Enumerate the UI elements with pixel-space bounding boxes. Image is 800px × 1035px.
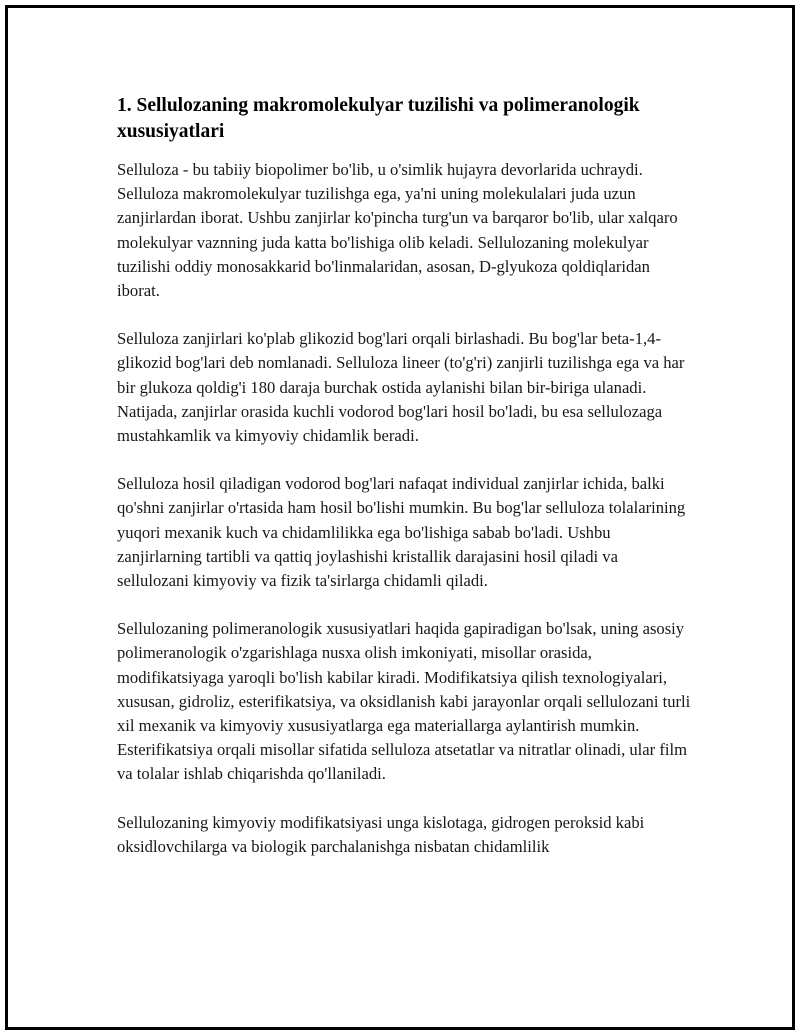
paragraph: Selluloza hosil qiladigan vodorod bog'lari nafaqat individual zanjirlar ichida, balki qo'shni zanjirlar o'rtasida ham hosil bo'lishi mumkin. Bu bog'lar selluloza tolalarining yuqori mexanik kuch va chidamlilikka ega bo'lishiga sabab bo'ladi. Ushbu zanjirlarning tartibli va qattiq joylashishi kristallik darajasini hosil qiladi va sellulozani kimyoviy va fizik ta'sirlarga chidamli qiladi.: [117, 474, 686, 591]
paragraph: Sellulozaning polimeranologik xususiyatlari haqida gapiradigan bo'lsak, uning asosiy polimeranologik o'zgarishlaga nusxa olish imkoniyati, misollar orasida, modifikatsiyaga yaroqli bo'lish kabilar kiradi. Modifikatsiya qilish texnologiyalari, xususan, gidroliz, esterifikatsiya, va oksidlanish kabi jarayonlar orqali sellulozani turli xil mexanik va kimyoviy xususiyatlarga ega materiallarga aylantirish mumkin. Esterifikatsiya orqali misollar sifatida selluloza atsetatlar va nitratlar olinadi, ular film va tolalar ishlab chiqarishda qo'llaniladi.: [117, 619, 691, 784]
paragraph: Selluloza zanjirlari ko'plab glikozid bog'lari orqali birlashadi. Bu bog'lar beta-1,4-glikozid bog'lari deb nomlanadi. Selluloza lineer (to'g'ri) zanjirli tuzilishga ega va har bir glukoza qoldig'i 180 daraja burchak ostida aylanishi bilan bir-biriga ulanadi. Natijada, zanjirlar orasida kuchli vodorod bog'lari hosil bo'ladi, bu esa sellulozaga mustahkamlik va kimyoviy chidamlik beradi.: [117, 329, 685, 446]
paragraph: Selluloza - bu tabiiy biopolimer bo'lib, u o'simlik hujayra devorlarida uchraydi. Selluloza makromolekulyar tuzilishga ega, ya'ni uning molekulalari juda uzun zanjirlardan iborat. Ushbu zanjirlar ko'pincha turg'un va barqaror bo'lib, ular xalqaro molekulyar vaznning juda katta bo'lishiga olib keladi. Sellulozaning molekulyar tuzilishi oddiy monosakkarid bo'linmalaridan, asosan, D-glyukoza qoldiqlaridan iborat.: [117, 160, 678, 301]
document-body: [117, 93, 691, 883]
section-heading: 1. Sellulozaning makromolekulyar tuzilishi va polimeranologik xususiyatlari: [117, 95, 640, 142]
paragraph: Sellulozaning kimyoviy modifikatsiyasi unga kislotaga, gidrogen peroksid kabi oksidlovchilarga va biologik parchalanishga nisbatan chidamlilik: [117, 812, 645, 856]
